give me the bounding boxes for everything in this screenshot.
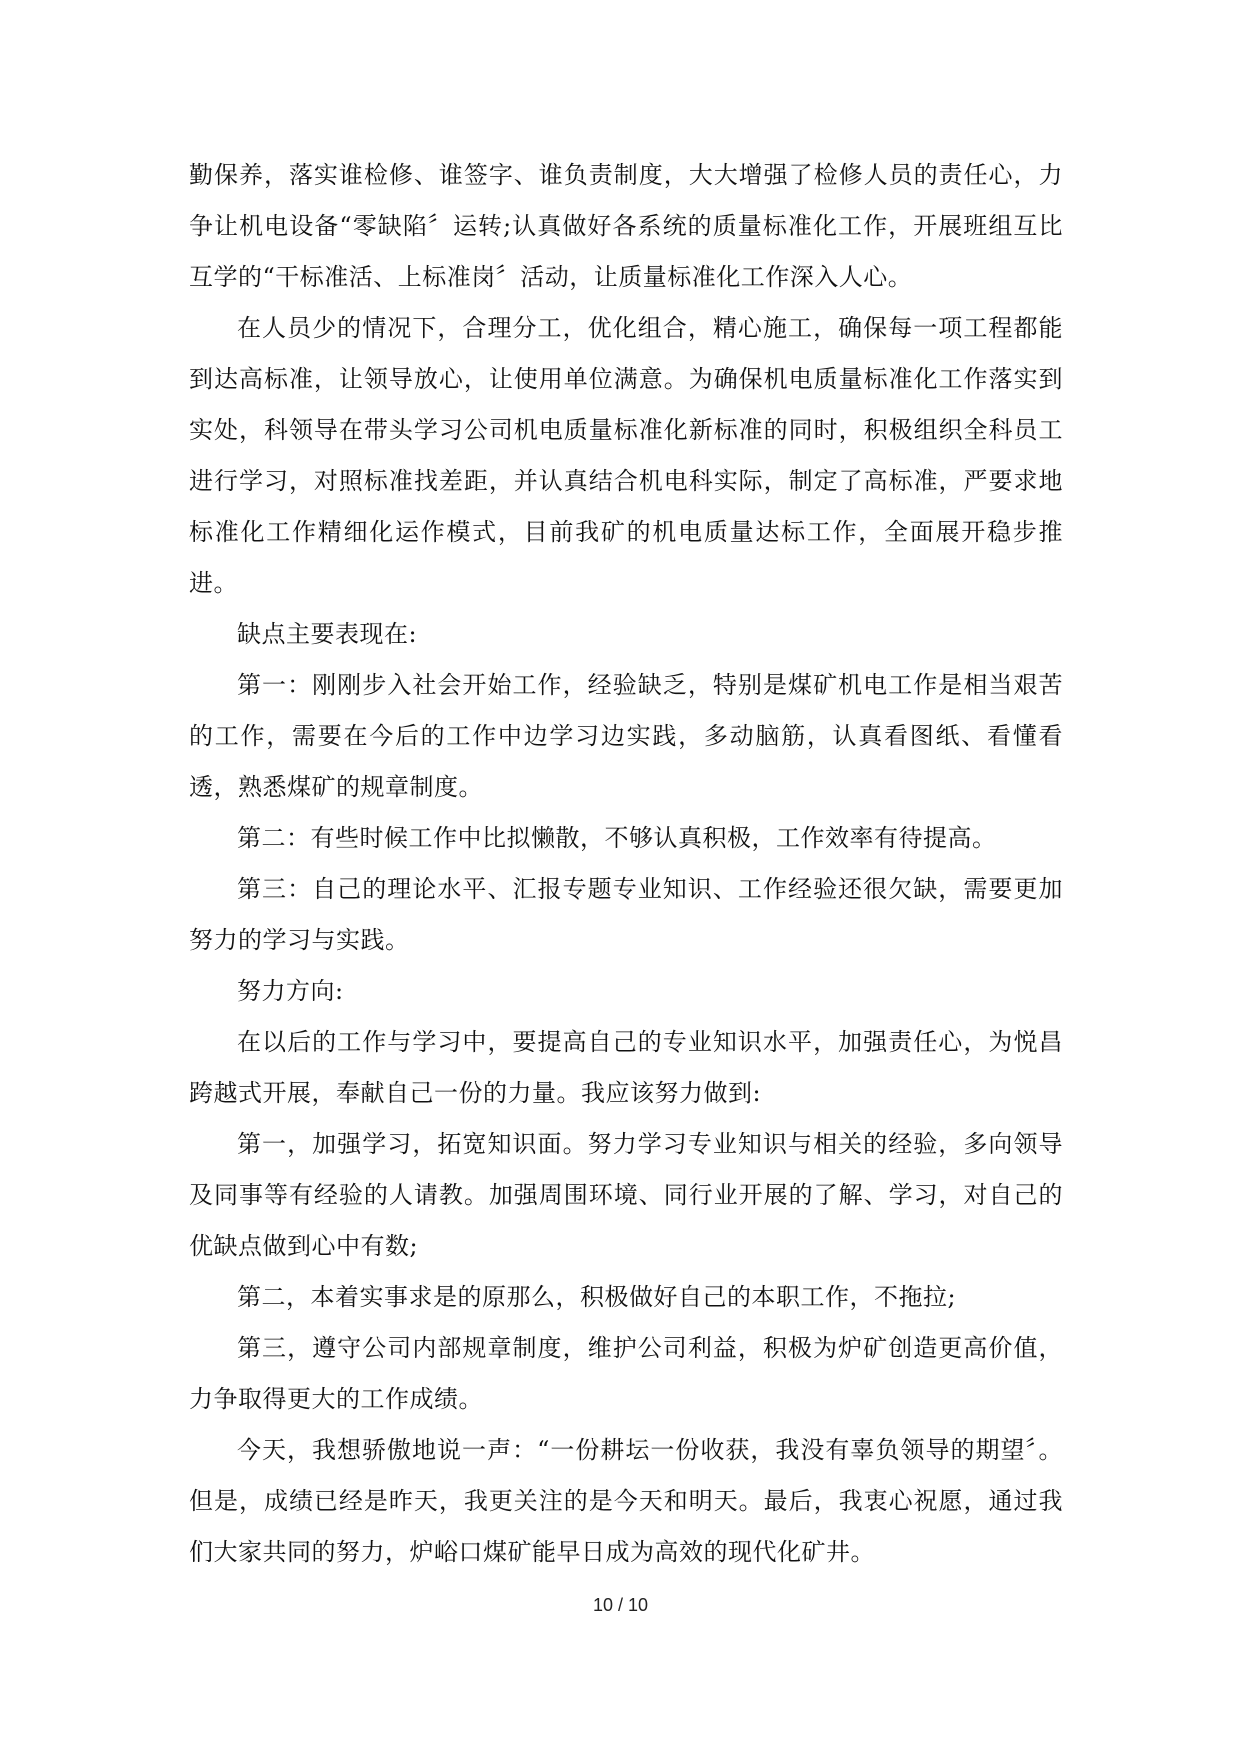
paragraph-staffing: 在人员少的情况下，合理分工，优化组合，精心施工，确保每一项工程都能到达高标准，让领导放心，让使用单位满意。为确保机电质量标准化工作落实到实处，科领导在带头学习公司机电质量标准化新标准的同时，积极组织全科员工进行学习，对照标准找差距，并认真结合机电科实际，制定了高标准，严要求地标准化工作精细化运作模式，目前我矿的机电质量达标工作，全面展开稳步推进。 bbox=[189, 314, 1063, 597]
paragraph-goal-2: 第二，本着实事求是的原那么，积极做好自己的本职工作，不拖拉; bbox=[237, 1283, 957, 1311]
paragraph-direction-heading: 努力方向: bbox=[237, 977, 344, 1005]
document-body bbox=[189, 150, 1063, 1578]
paragraph-shortcomings-heading: 缺点主要表现在: bbox=[237, 620, 418, 648]
paragraph-shortcoming-1: 第一：刚刚步入社会开始工作，经验缺乏，特别是煤矿机电工作是相当艰苦的工作，需要在今后的工作中边学习边实践，多动脑筋，认真看图纸、看懂看透，熟悉煤矿的规章制度。 bbox=[189, 671, 1063, 801]
paragraph-direction-intro: 在以后的工作与学习中，要提高自己的专业知识水平，加强责任心，为悦昌跨越式开展，奉献自己一份的力量。我应该努力做到: bbox=[189, 1028, 1063, 1107]
paragraph-shortcoming-3: 第三：自己的理论水平、汇报专题专业知识、工作经验还很欠缺，需要更加努力的学习与实践。 bbox=[189, 875, 1063, 954]
paragraph-shortcoming-2: 第二：有些时候工作中比拟懒散，不够认真积极，工作效率有待提高。 bbox=[237, 824, 997, 852]
paragraph-continuation: 勤保养，落实谁检修、谁签字、谁负责制度，大大增强了检修人员的责任心，力争让机电设备“零缺陷〞运转;认真做好各系统的质量标准化工作，开展班组互比互学的“干标准活、上标准岗〞活动，让质量标准化工作深入人心。 bbox=[189, 161, 1063, 291]
paragraph-closing: 今天，我想骄傲地说一声：“一份耕坛一份收获，我没有辜负领导的期望〞。但是，成绩已经是昨天，我更关注的是今天和明天。最后，我衷心祝愿，通过我们大家共同的努力，炉峪口煤矿能早日成为高效的现代化矿井。 bbox=[189, 1436, 1063, 1566]
paragraph-goal-3: 第三，遵守公司内部规章制度，维护公司利益，积极为炉矿创造更高价值，力争取得更大的工作成绩。 bbox=[189, 1334, 1063, 1413]
page-number: 10 / 10 bbox=[592, 1595, 649, 1615]
paragraph-goal-1: 第一，加强学习，拓宽知识面。努力学习专业知识与相关的经验，多向领导及同事等有经验的人请教。加强周围环境、同行业开展的了解、学习，对自己的优缺点做到心中有数; bbox=[189, 1130, 1063, 1260]
